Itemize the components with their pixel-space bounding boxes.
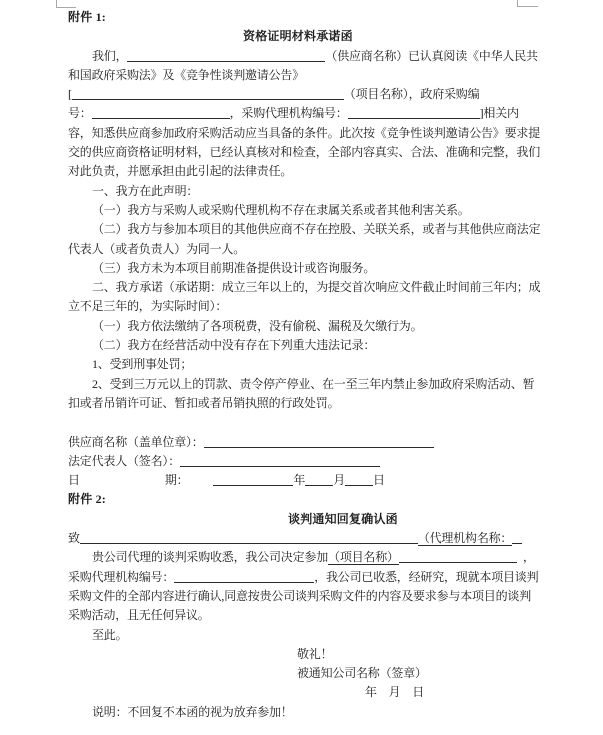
text-run: 至此。: [92, 627, 128, 642]
blank-underline-field: [174, 569, 314, 583]
text-run: 代表人（或者负责人）为同一人。: [68, 241, 246, 256]
blank-underline-field: [345, 472, 373, 486]
attachment1-label: [68, 8, 540, 27]
text-run: 年: [293, 473, 306, 488]
supplier-name-line: [68, 433, 540, 452]
text-run: 月: [333, 473, 346, 488]
document-content: [68, 8, 540, 722]
text-run: 附件 1:: [68, 10, 106, 24]
doc-line: [68, 355, 540, 374]
doc-line: [68, 182, 540, 201]
blank-underline-field: [348, 105, 480, 119]
doc-line: [68, 66, 540, 85]
doc-line: [68, 259, 540, 278]
text-run: 供应商名称（盖单位章）：: [68, 434, 204, 449]
text-run: 容，知悉供应商参加政府采购活动应当具备的条件。此次按《竞争性谈判邀请公告》要求提: [68, 125, 541, 140]
text-run: [: [68, 87, 72, 102]
doc-line: [68, 606, 540, 625]
text-run: （供应商名称）已认真阅读《中华人民共: [325, 48, 538, 63]
text-run: 二、我方承诺（承诺期：成立三年以上的，为提交首次响应文件截止时间前三年内；成: [92, 280, 541, 295]
text-run: （项目名称），政府采购编: [343, 87, 480, 102]
doc-line: [68, 317, 540, 336]
doc-line: [68, 162, 540, 181]
text-run: 日: [373, 473, 385, 488]
doc-line: [68, 548, 540, 567]
text-run: 1、受到刑事处罚；: [92, 357, 193, 372]
text-run: 贵公司代理的谈判采购收悉，我公司决定参加: [92, 550, 329, 565]
doc-blank-line: [68, 413, 540, 432]
blank-underline-field: [204, 434, 434, 448]
text-run: 附件 2:: [68, 492, 106, 507]
doc-line: [68, 278, 540, 297]
text-run: 谈判通知回复确认函: [288, 511, 398, 526]
text-run: 扣或者吊销许可证、暂扣或者吊销执照的行政处罚。: [68, 395, 340, 410]
doc-line: [68, 529, 540, 548]
legal-representative-line: [68, 452, 540, 471]
doc-line: [68, 143, 540, 162]
attachment2-label: [68, 490, 540, 509]
doc-line: [68, 336, 540, 355]
date-line: [68, 471, 540, 490]
text-run: 采购代理机构编号：: [68, 569, 175, 584]
text-run: 年 月 日: [365, 685, 425, 700]
sign-date-line: [68, 683, 540, 702]
underlined-text: （代理机构名称：: [417, 531, 513, 546]
note-line: [68, 703, 540, 722]
text-run: （一）我方依法缴纳了各项税费，没有偷税、漏税及欠缴行为。: [92, 318, 423, 333]
text-run: 立不足三年的，为实际时间）：: [68, 299, 228, 314]
doc-line: [68, 394, 540, 413]
text-run: 期：: [164, 473, 189, 488]
doc-line: [68, 297, 540, 316]
doc-line: [68, 85, 540, 104]
doc-line: [68, 104, 540, 123]
text-run: 日: [68, 473, 80, 488]
doc-line: [68, 626, 540, 645]
text-run: 号：: [68, 106, 92, 121]
blank-underline-field: [399, 549, 517, 563]
doc-line: [68, 220, 540, 239]
attachment1-title: [68, 27, 540, 46]
text-run: ，采购代理机构编号：: [229, 106, 348, 121]
spacer: [80, 483, 165, 484]
text-run: 资格证明材料承诺函: [243, 29, 353, 44]
text-run: 敬礼！: [297, 646, 333, 661]
text-run: 对此负责，并愿承担由此引起的法律责任。: [68, 164, 293, 179]
text-run: 2、受到三万元以上的罚款、责令停产停业、在一至三年内禁止参加政府采购活动、暂: [92, 376, 535, 391]
text-run: 和国政府采购法》及《竞争性谈判邀请公告》: [68, 67, 305, 82]
text-run: 采购文件的全部内容进行确认,同意按贵公司谈判采购文件的内容及要求参与本项目的谈判: [68, 588, 532, 603]
blank-underline-field: [180, 453, 380, 467]
attachment2-title: [68, 510, 540, 529]
text-run: （二）我方与参加本项目的其他供应商不存在控股、关联关系，或者与其他供应商法定: [92, 222, 541, 237]
margin-crop-mark-right: [517, 0, 538, 7]
text-run: 被通知公司名称（签章）: [297, 666, 427, 681]
text-run: ，我公司已收悉，经研究，现就本项目谈判: [314, 569, 539, 584]
text-run: 致: [68, 531, 80, 546]
doc-line: [68, 240, 540, 259]
doc-line: [68, 568, 540, 587]
spacer: [188, 483, 213, 484]
salute-line: [68, 645, 540, 664]
text-run: 一、我方在此声明：: [92, 183, 199, 198]
text-run: ]相关内: [479, 106, 519, 121]
doc-line: [68, 587, 540, 606]
blank-underline-field: [512, 530, 522, 544]
margin-crop-mark-left: [56, 0, 76, 8]
text-run: （三）我方未为本项目前期准备提供设计或咨询服务。: [92, 260, 376, 275]
text-run: 我们，: [92, 48, 128, 63]
doc-line: [68, 201, 540, 220]
doc-line: [68, 375, 540, 394]
text-run: （一）我方与采购人或采购代理机构不存在隶属关系或者其他利害关系。: [92, 202, 470, 217]
text-run: 法定代表人（签名）：: [68, 453, 181, 468]
blank-underline-field: [80, 530, 418, 544]
blank-underline-field: [92, 105, 230, 119]
doc-line: [68, 124, 540, 143]
text-run: （二）我方在经营活动中没有存在下列重大违法记录：: [92, 338, 376, 353]
blank-underline-field: [127, 48, 325, 62]
text-run: 交的供应商资格证明材料，已经认真核对和检查，全部内容真实、合法、准确和完整，我们: [68, 145, 541, 160]
text-run: ，: [522, 550, 535, 565]
blank-underline-field: [213, 472, 293, 486]
blank-underline-field: [72, 86, 344, 100]
text-run: 说明：不回复不本函的视为放弃参加！: [92, 704, 293, 719]
blank-underline-field: [305, 472, 333, 486]
doc-line: [68, 47, 540, 66]
notified-company-line: [68, 664, 540, 683]
underlined-text: （项目名称）: [328, 550, 399, 565]
text-run: 采购活动，且无任何异议。: [68, 608, 210, 623]
